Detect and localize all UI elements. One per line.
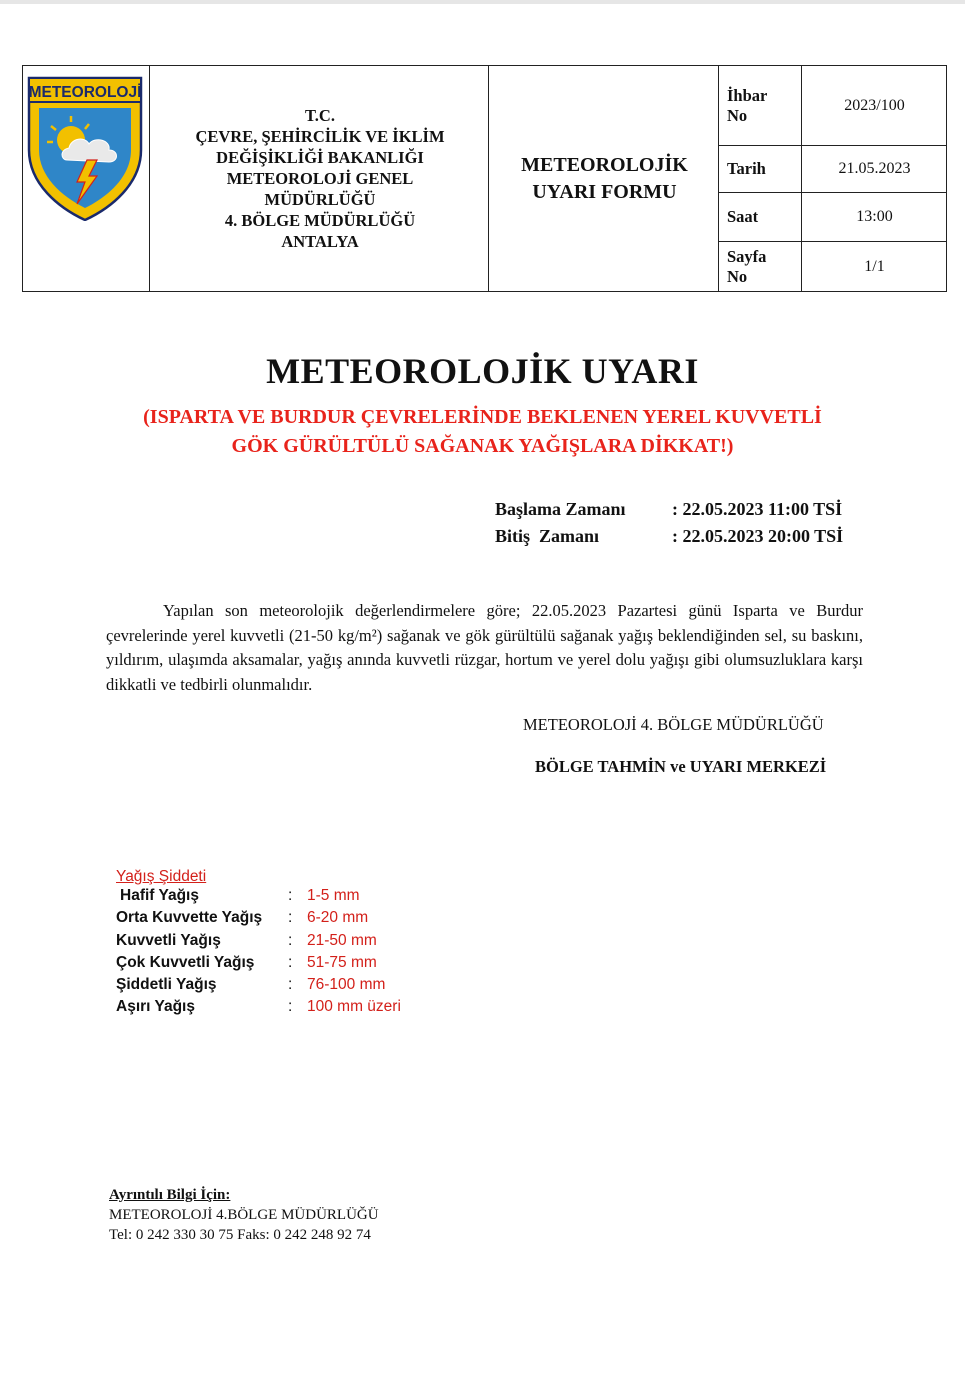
end-time-label: Bitiş Zamanı (495, 526, 600, 546)
ihbar-no-label (720, 66, 802, 145)
legend-name: Çok Kuvvetli Yağış (116, 953, 255, 971)
org-line: 4. BÖLGE MÜDÜRLÜĞÜ (224, 211, 416, 230)
tarih-label (720, 146, 802, 192)
subtitle-line: GÖK GÜRÜLTÜLÜ SAĞANAK YAĞIŞLARA DİKKAT!) (231, 435, 734, 457)
legend-amount: 6-20 mm (307, 909, 369, 927)
legend-name: Orta Kuvvette Yağış (116, 909, 263, 927)
form-title-line: UYARI FORMU (532, 180, 677, 203)
form-title (490, 66, 719, 291)
legend-amount: 1-5 mm (307, 887, 360, 904)
legend-name: Kuvvetli Yağış (116, 931, 221, 949)
legend-row (116, 887, 360, 909)
end-time-value: : 22.05.2023 20:00 TSİ (672, 526, 844, 546)
start-time-value: : 22.05.2023 11:00 TSİ (672, 499, 843, 519)
legend-row (116, 976, 386, 998)
legend-title: Yağış Şiddeti (116, 868, 207, 885)
organization-name (151, 66, 489, 291)
signature-office: METEOROLOJİ 4. BÖLGE MÜDÜRLÜĞÜ (523, 715, 824, 734)
saat-label (720, 193, 802, 241)
legend-colon: : (288, 976, 293, 994)
legend-row (116, 931, 377, 954)
precipitation-legend (116, 868, 401, 1021)
footer-title: Ayrıntılı Bilgi İçin: (109, 1187, 231, 1203)
saat-value: 13:00 (856, 208, 893, 225)
contact-footer (109, 1185, 379, 1245)
org-line: DEĞİŞİKLİĞİ BAKANLIĞI (216, 148, 424, 167)
label-line: Sayfa (727, 246, 767, 266)
legend-row (116, 998, 401, 1020)
signature-center: BÖLGE TAHMİN ve UYARI MERKEZİ (535, 757, 827, 776)
footer-contact: Tel: 0 242 330 30 75 Faks: 0 242 248 92 74 (109, 1227, 371, 1243)
label-line: No (727, 105, 748, 125)
sayfa-no-value: 1/1 (864, 257, 885, 275)
org-line: ÇEVRE, ŞEHİRCİLİK VE İKLİM (195, 127, 445, 146)
legend-row (116, 953, 377, 976)
ihbar-no-value: 2023/100 (844, 96, 905, 114)
legend-name: Hafif Yağış (120, 887, 199, 904)
header-table (22, 65, 947, 292)
label-line: No (727, 266, 748, 286)
legend-colon: : (288, 887, 293, 904)
page-top-edge (0, 0, 965, 4)
logo-emblem-icon (27, 76, 143, 221)
legend-colon: : (288, 998, 293, 1016)
tarih-value: 21.05.2023 (838, 160, 911, 177)
legend-amount: 100 mm üzeri (307, 998, 401, 1016)
org-line: MÜDÜRLÜĞÜ (264, 190, 376, 209)
warning-title: METEOROLOJİK UYARI (266, 351, 699, 391)
sayfa-no-label (720, 242, 802, 291)
legend-name: Şiddetli Yağış (116, 976, 217, 994)
footer-org: METEOROLOJİ 4.BÖLGE MÜDÜRLÜĞÜ (109, 1207, 379, 1223)
legend-colon: : (288, 931, 293, 949)
subtitle-line: (ISPARTA VE BURDUR ÇEVRELERİNDE BEKLENEN YEREL KUVVETLİ (143, 406, 822, 428)
label-line: Tarih (727, 159, 766, 178)
label-line: İhbar (727, 85, 768, 105)
legend-amount: 76-100 mm (307, 976, 386, 994)
legend-colon: : (288, 909, 293, 927)
form-title-line: METEOROLOJİK (521, 153, 688, 176)
legend-name: Aşırı Yağış (116, 998, 195, 1016)
start-time-label: Başlama Zamanı (495, 499, 626, 519)
org-line: T.C. (305, 106, 335, 125)
warning-subtitle (0, 403, 965, 461)
legend-amount: 51-75 mm (307, 953, 377, 971)
legend-row (116, 909, 369, 931)
label-line: Saat (727, 207, 759, 226)
warning-body-text: Yapılan son meteorolojik değerlendirmelere göre; 22.05.2023 Pazartesi günü Isparta ve Burdur çevrelerinde yerel kuvvetli (21-50 kg/m²) sağanak ve gök gürültülü sağanak yağış beklendiğinden sel, su baskını, yıldırım, ulaşımda aksamalar, yağış anında kuvvetli rüzgar, hortum ve yerel dolu yağışı gibi olumsuzluklara karşı dikkatli ve tedbirli olunmalıdır. (106, 601, 863, 694)
legend-amount: 21-50 mm (307, 931, 377, 949)
logo-text: METEOROLOJİ (28, 84, 142, 101)
org-line: ANTALYA (281, 232, 359, 251)
meteoroloji-logo (23, 66, 150, 291)
legend-colon: : (288, 953, 293, 971)
org-line: METEOROLOJİ GENEL (226, 169, 414, 188)
